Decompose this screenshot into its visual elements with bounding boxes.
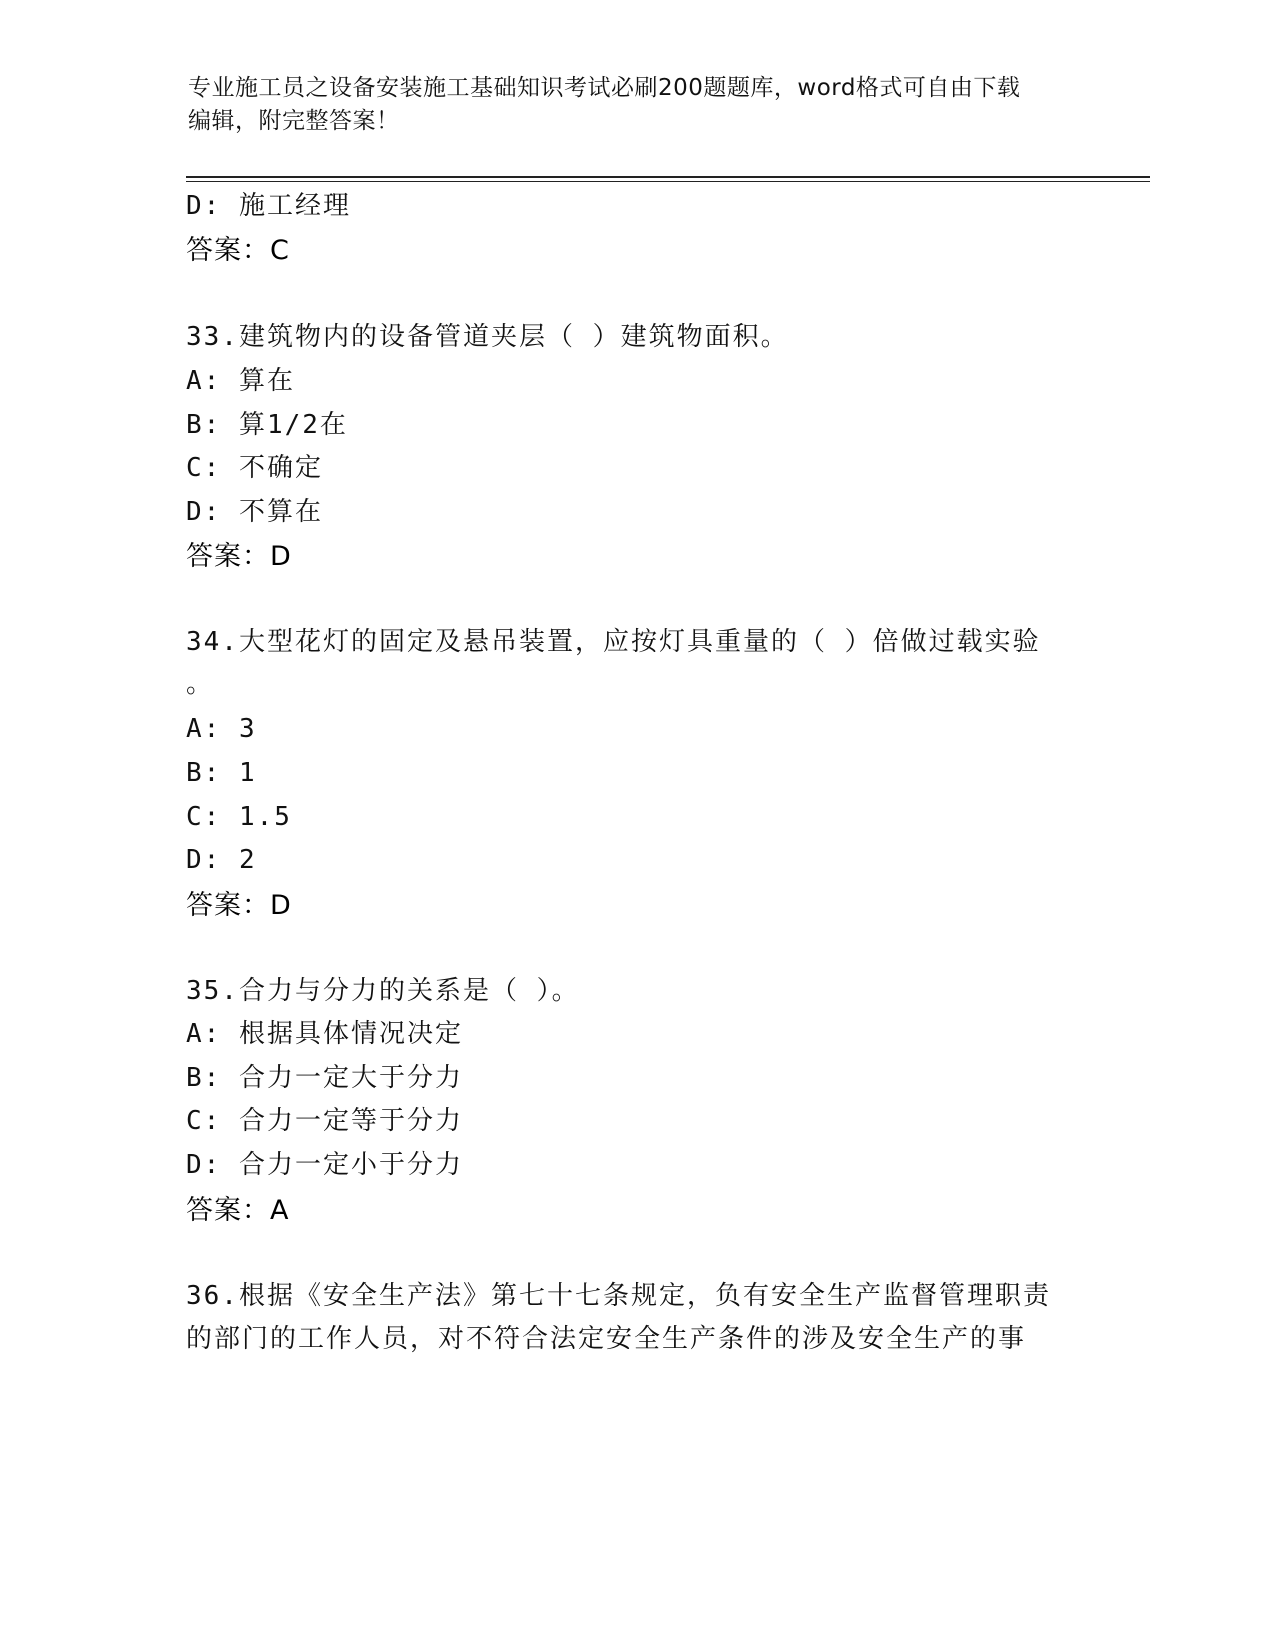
header-divider-thick: [186, 176, 1150, 178]
q34-option-b: B: 1: [186, 758, 257, 788]
q34-stem-line-1: 34.大型花灯的固定及悬吊装置，应按灯具重量的（ ）倍做过载实验: [186, 627, 1041, 657]
q35-option-d: D: 合力一定小于分力: [186, 1150, 463, 1180]
document-header: [188, 72, 1068, 138]
q34-answer: 答案：D: [186, 890, 292, 921]
q34-option-c: C: 1.5: [186, 802, 292, 832]
header-title-line-2: 编辑，附完整答案！: [188, 108, 400, 134]
q33-stem: 33.建筑物内的设备管道夹层（ ）建筑物面积。: [186, 322, 789, 352]
q35-stem: 35.合力与分力的关系是（ ）。: [186, 976, 580, 1006]
q32-option-d: D: 施工经理: [186, 191, 351, 221]
q36-stem-line-2: 的部门的工作人员，对不符合法定安全生产条件的涉及安全生产的事: [186, 1324, 1027, 1354]
header-title-line-1: 专业施工员之设备安装施工基础知识考试必刷200题题库，word格式可自由下载: [188, 75, 1021, 101]
q33-option-b: B: 算1/2在: [186, 410, 348, 440]
q34-stem-line-2: 。: [186, 669, 215, 699]
q36-stem-line-1: 36.根据《安全生产法》第七十七条规定，负有安全生产监督管理职责: [186, 1281, 1051, 1311]
q35-answer: 答案：A: [186, 1195, 290, 1226]
q33-option-a: A: 算在: [186, 366, 295, 396]
q34-option-d: D: 2: [186, 845, 257, 875]
q34-option-a: A: 3: [186, 714, 257, 744]
q35-option-b: B: 合力一定大于分力: [186, 1063, 463, 1093]
q32-answer: 答案：C: [186, 235, 290, 266]
header-divider-thin: [186, 181, 1150, 182]
q33-option-c: C: 不确定: [186, 453, 323, 483]
q33-option-d: D: 不算在: [186, 497, 323, 527]
q33-answer: 答案：D: [186, 541, 292, 572]
q35-option-a: A: 根据具体情况决定: [186, 1019, 463, 1049]
q35-option-c: C: 合力一定等于分力: [186, 1106, 463, 1136]
